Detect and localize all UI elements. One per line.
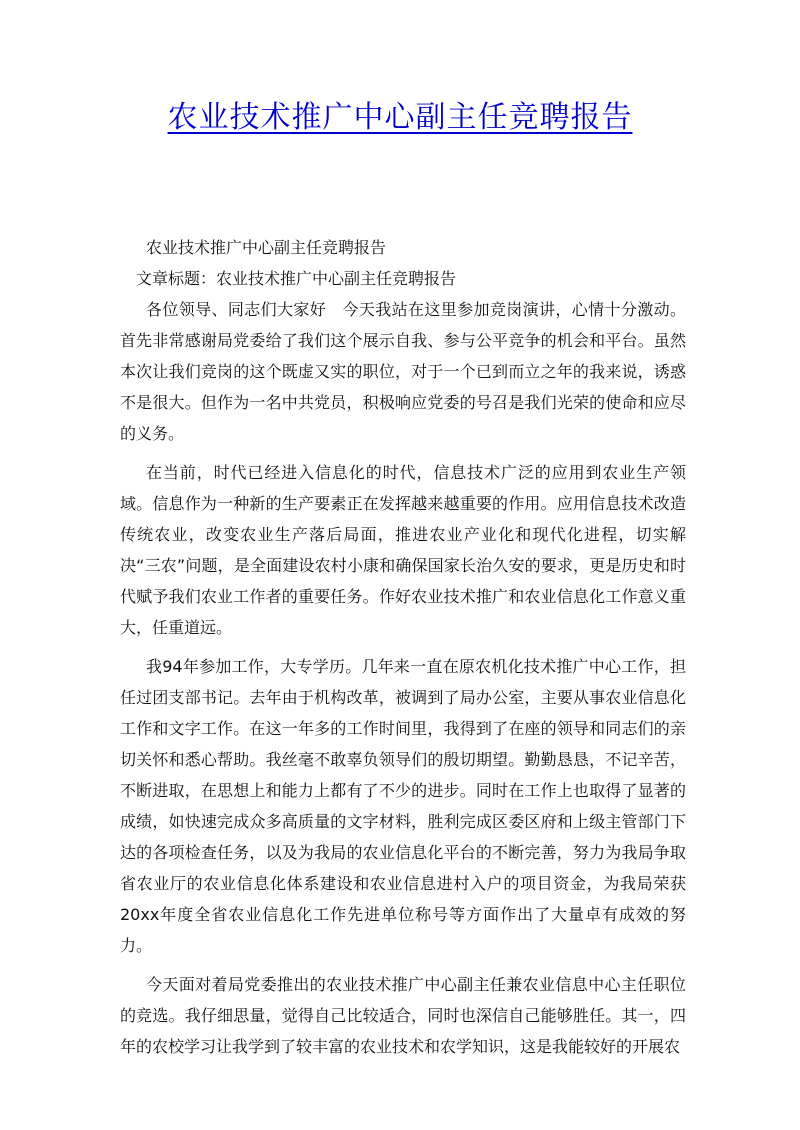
- document-title[interactable]: 农业技术推广中心副主任竞聘报告: [167, 100, 633, 135]
- paragraph: 我94年参加工作，大专学历。几年来一直在原农机化技术推广中心工作，担任过团支部书记。去年由于机构改革，被调到了局办公室，主要从事农业信息化工作和文字工作。在这一年多的工作时间里，我得到了在座的领导和同志们的亲切关怀和悉心帮助。我丝毫不敢辜负领导们的殷切期望。勤勤恳恳，不记辛苦，不断进取，在思想上和能力上都有了不少的进步。同时在工作上也取得了显著的成绩，如快速完成众多高质量的文字材料，胜利完成区委区府和上级主管部门下达的各项检查任务，以及为我局的农业信息化平台的不断完善，努力为我局争取省农业厅的农业信息化体系建设和农业信息进村入户的项目资金，为我局荣获20xx年度全省农业信息化工作先进单位称号等方面作出了大量卓有成效的努力。: [120, 657, 686, 955]
- paragraph: 在当前，时代已经进入信息化的时代，信息技术广泛的应用到农业生产领域。信息作为一种新的生产要素正在发挥越来越重要的作用。应用信息技术改造传统农业，改变农业生产落后局面，推进农业产业化和现代化进程，切实解决“三农”问题，是全面建设农村小康和确保国家长治久安的要求，更是历史和时代赋予我们农业工作者的重要任务。作好农业技术推广和农业信息化工作意义重大，任重道远。: [120, 463, 686, 637]
- document-body: [120, 232, 686, 1070]
- subtitle: 农业技术推广中心副主任竞聘报告: [146, 238, 387, 257]
- paragraph: 各位领导、同志们大家好 今天我站在这里参加竞岗演讲，心情十分激动。首先非常感谢局党委给了我们这个展示自我、参与公平竞争的机会和平台。虽然本次让我们竞岗的这个既虚又实的职位，对于一个已到而立之年的我来说，诱惑不是很大。但作为一名中共党员，积极响应党委的号召是我们光荣的使命和应尽的义务。: [120, 300, 686, 443]
- article-title-line: 文章标题：农业技术推广中心副主任竞聘报告: [136, 269, 457, 288]
- paragraph: 今天面对着局党委推出的农业技术推广中心副主任兼农业信息中心主任职位的竞选。我仔细思量，觉得自己比较适合，同时也深信自己能够胜任。其一，四年的农校学习让我学到了较丰富的农业技术和农学知识，这是我能较好的开展农: [120, 975, 686, 1056]
